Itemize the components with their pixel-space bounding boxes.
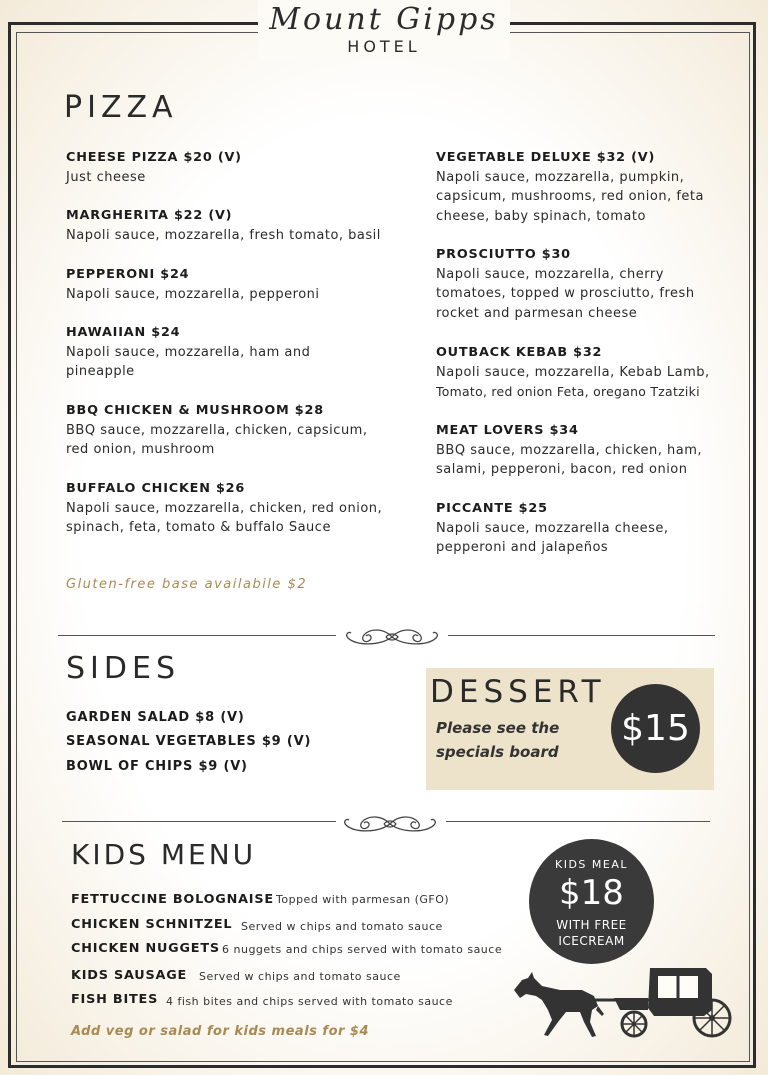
kids-menu-title: KIDS MENU	[71, 838, 257, 871]
item-desc: Napoli sauce, mozzarella, pepperoni	[66, 286, 320, 302]
item-desc: BBQ sauce, mozzarella, chicken, capsicum,	[66, 422, 368, 438]
item-desc: Napoli sauce, mozzarella, pumpkin,	[436, 169, 685, 185]
kids-item-desc: Served w chips and tomato sauce	[199, 970, 401, 983]
item-desc: pineapple	[66, 364, 135, 380]
scroll-flourish-icon	[340, 624, 444, 650]
item-name: PICCANTE $25	[436, 501, 548, 516]
kids-meal-label: KIDS MEAL	[554, 858, 628, 871]
pizza-item-hawaiian	[66, 323, 406, 382]
pizza-item-prosciutto	[436, 245, 736, 323]
kids-item-name: KIDS SAUSAGE	[71, 968, 188, 983]
side-item-bowl-of-chips: BOWL OF CHIPS $9 (V)	[66, 759, 248, 774]
pizza-item-bbq-chicken	[66, 401, 406, 460]
dessert-text-line: Please see the	[436, 719, 560, 737]
kids-item-desc: 4 fish bites and chips served with tomato sauce	[166, 995, 453, 1008]
hotel-name: Mount Gipps	[269, 2, 499, 37]
pizza-item-outback-kebab	[436, 343, 736, 402]
kids-meal-extra-line: WITH FREE	[556, 918, 627, 932]
pizza-item-cheese	[66, 148, 406, 187]
item-desc: Tomato, red onion Feta, oregano Tzatziki	[436, 384, 700, 400]
kids-meal-price: $18	[559, 873, 624, 913]
item-desc: Napoli sauce, mozzarella, Kebab Lamb,	[436, 364, 710, 380]
kids-item-desc: Served w chips and tomato sauce	[241, 920, 443, 933]
item-desc: capsicum, mushrooms, red onion, feta	[436, 189, 704, 205]
item-desc: red onion, mushroom	[66, 442, 215, 458]
item-name: MARGHERITA $22 (V)	[66, 208, 233, 223]
item-desc: spinach, feta, tomato & buffalo Sauce	[66, 520, 331, 536]
dessert-title: DESSERT	[430, 674, 606, 710]
item-desc: Napoli sauce, mozzarella cheese,	[436, 520, 669, 536]
item-desc: Napoli sauce, mozzarella, cherry	[436, 266, 664, 282]
item-desc: BBQ sauce, mozzarella, chicken, ham,	[436, 442, 703, 458]
divider-line	[446, 821, 710, 822]
item-name: VEGETABLE DELUXE $32 (V)	[436, 150, 656, 165]
divider-line	[448, 635, 715, 636]
pizza-item-pepperoni	[66, 265, 406, 304]
pizza-item-piccante	[436, 499, 736, 558]
item-name: OUTBACK KEBAB $32	[436, 345, 603, 360]
hotel-subtitle: HOTEL	[347, 37, 421, 56]
kids-item-name: CHICKEN NUGGETS	[71, 941, 220, 956]
item-desc: salami, pepperoni, bacon, red onion	[436, 462, 688, 478]
horse-carriage-icon	[508, 960, 738, 1042]
dessert-text-line: specials board	[436, 743, 559, 761]
item-name: HAWAIIAN $24	[66, 325, 181, 340]
dessert-price-badge: $15	[611, 684, 700, 773]
kids-meal-badge	[529, 839, 654, 964]
kids-item-desc: 6 nuggets and chips served with tomato sauce	[222, 943, 503, 956]
kids-meal-extra	[529, 917, 654, 949]
kids-item-name: FETTUCCINE BOLOGNAISE	[71, 892, 274, 907]
item-desc: Napoli sauce, mozzarella, chicken, red onion,	[66, 500, 383, 516]
pizza-item-margherita	[66, 206, 406, 245]
item-desc: cheese, baby spinach, tomato	[436, 208, 646, 224]
item-desc: tomatoes, topped w prosciutto, fresh	[436, 286, 695, 302]
item-name: CHEESE PIZZA $20 (V)	[66, 150, 242, 165]
pizza-title: PIZZA	[64, 90, 178, 125]
item-desc: Napoli sauce, mozzarella, fresh tomato, basil	[66, 227, 381, 243]
sides-title: SIDES	[66, 651, 180, 686]
kids-meal-extra-line: ICECREAM	[558, 934, 625, 948]
item-desc: Napoli sauce, mozzarella, ham and	[66, 344, 311, 360]
kids-item-name: FISH BITES	[71, 992, 159, 1007]
dessert-text	[436, 716, 559, 764]
item-desc: Just cheese	[66, 169, 146, 185]
kids-item-name: CHICKEN SCHNITZEL	[71, 917, 233, 932]
divider-line	[58, 635, 336, 636]
item-name: BBQ CHICKEN & MUSHROOM $28	[66, 403, 324, 418]
side-item-garden-salad: GARDEN SALAD $8 (V)	[66, 710, 245, 725]
scroll-flourish-icon	[338, 811, 442, 837]
item-desc: rocket and parmesan cheese	[436, 305, 638, 321]
item-name: PEPPERONI $24	[66, 267, 190, 282]
pizza-item-vegetable-deluxe	[436, 148, 736, 226]
kids-item-desc: Topped with parmesan (GFO)	[276, 893, 450, 906]
kids-add-veg-note: Add veg or salad for kids meals for $4	[71, 1024, 370, 1039]
item-desc: pepperoni and jalapeños	[436, 540, 609, 556]
pizza-item-meat-lovers	[436, 421, 736, 480]
divider-line	[62, 821, 336, 822]
side-item-seasonal-vegetables: SEASONAL VEGETABLES $9 (V)	[66, 734, 312, 749]
item-name: BUFFALO CHICKEN $26	[66, 481, 246, 496]
item-name: MEAT LOVERS $34	[436, 423, 579, 438]
pizza-item-buffalo-chicken	[66, 479, 406, 538]
gluten-free-note: Gluten-free base availabile $2	[66, 577, 308, 592]
item-name: PROSCIUTTO $30	[436, 247, 571, 262]
